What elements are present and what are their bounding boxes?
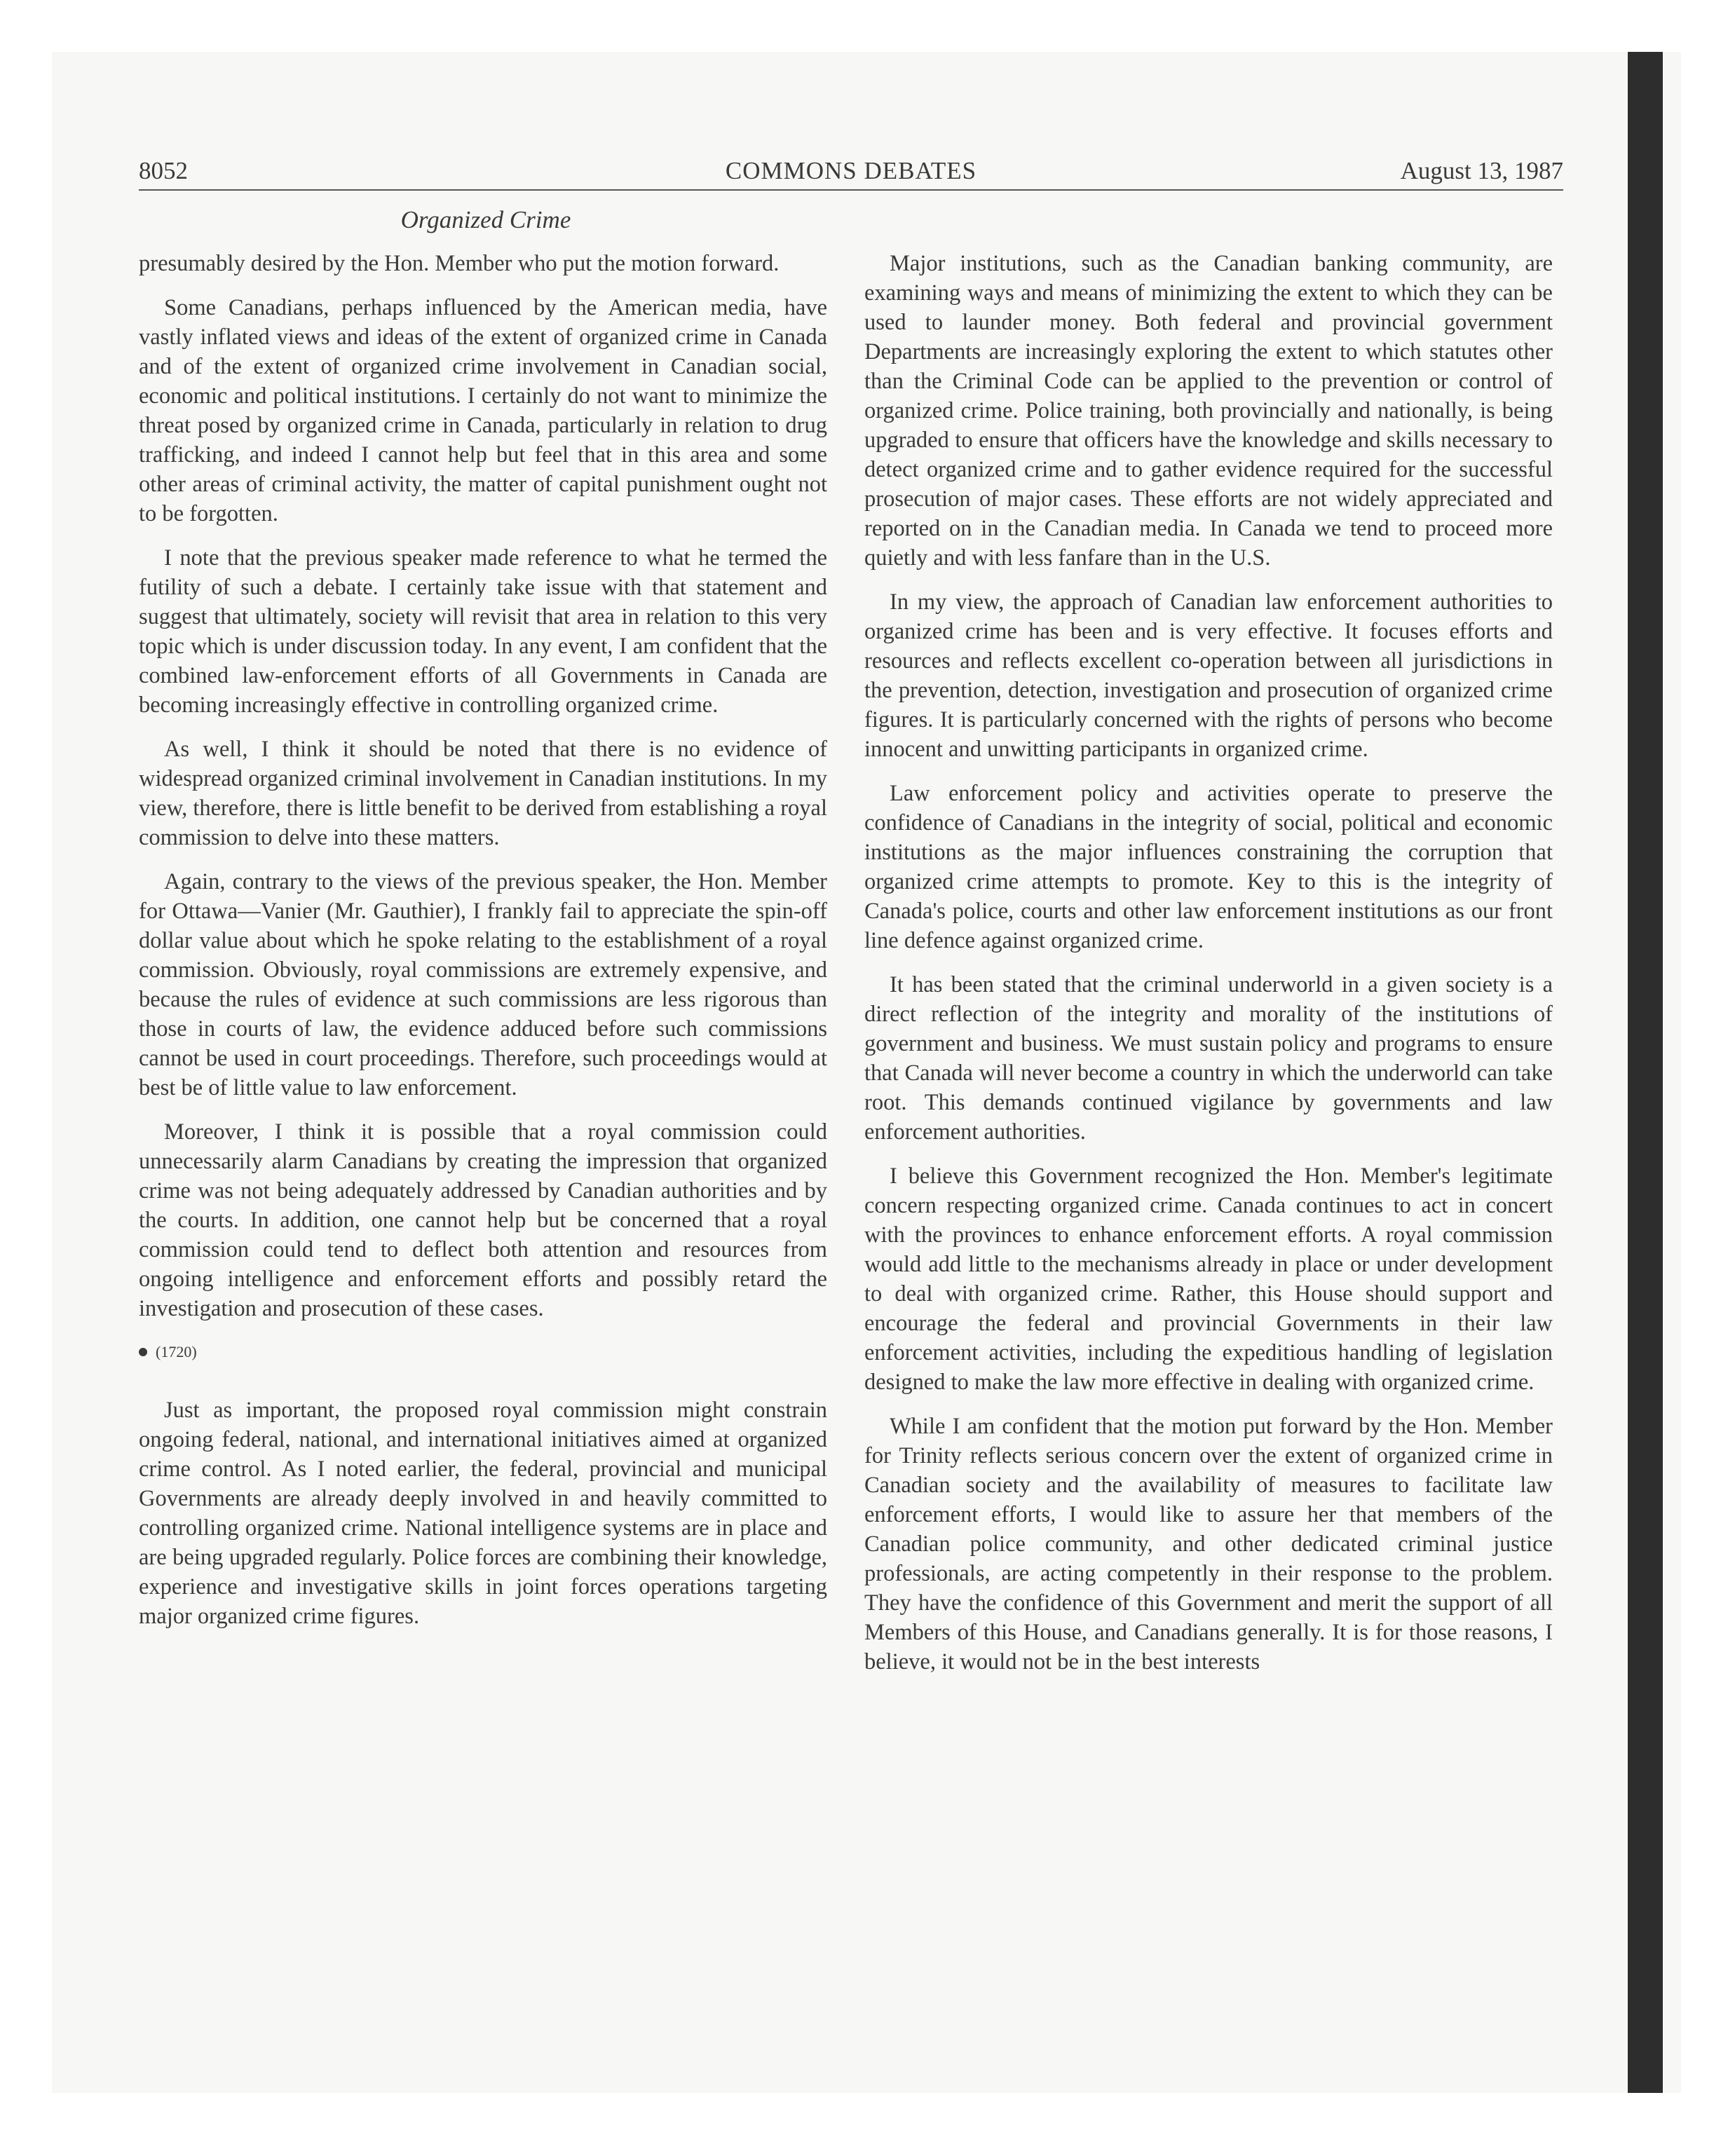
time-marker-text: (1720)	[156, 1343, 197, 1360]
issue-date: August 13, 1987	[1400, 157, 1563, 184]
scan-dark-edge	[1628, 52, 1663, 2093]
right-paragraph-1: Major institutions, such as the Canadian banking community, are examining ways and means of minimizing the extent to which they can be used to launder money. Both federal and provincial government Departments are increasingly exploring the extent to which statutes other than the Criminal Code can be applied to the prevention or control of organized crime. Police training, both provincially and nationally, is being upgraded to ensure that officers have the knowledge and skills necessary to detect organized crime and to gather evidence required for the successful prosecution of major cases. These efforts are not widely appreciated and reported on in the Canadian media. In Canada we tend to proceed more quietly and with less fanfare than in the U.S.	[864, 251, 1553, 571]
left-paragraph-7: Just as important, the proposed royal commission might constrain ongoing federal, national, and international initiatives aimed at organized crime control. As I noted earlier, the federal, provincial and municipal Governments are already deeply involved in and heavily committed to controlling organized crime. National intelligence systems are in place and are being upgraded regularly. Police forces are combining their knowledge, experience and investigative skills in joint forces operations targeting major organized crime figures.	[139, 1398, 827, 1629]
right-paragraph-4: It has been stated that the criminal underworld in a given society is a direct reflection of the integrity and morality of the institutions of government and business. We must sustain policy and programs to ensure that Canada will never become a country in which the underworld can take root. This demands continued vigilance by governments and law enforcement authorities.	[864, 972, 1553, 1145]
left-paragraph-4: As well, I think it should be noted that there is no evidence of widespread organized criminal involvement in Canadian institutions. In my view, therefore, there is little benefit to be derived from establishing a royal commission to delve into these matters.	[139, 737, 827, 850]
right-paragraph-2: In my view, the approach of Canadian law enforcement authorities to organized crime has been and is very effective. It focuses efforts and resources and reflects excellent co-operation between all jurisdictions in the prevention, detection, investigation and prosecution of organized crime figures. It is particularly concerned with the rights of persons who become innocent and unwitting participants in organized crime.	[864, 589, 1553, 762]
right-paragraph-6: While I am confident that the motion put forward by the Hon. Member for Trinity reflects serious concern over the extent of organized crime in Canadian society and the availability of measures to facilitate law enforcement efforts, I would like to assure her that members of the Canadian police community, and other dedicated criminal justice professionals, are acting competently in their response to the problem. They have the confidence of this Government and merit the support of all Members of this House, and Canadians generally. It is for those reasons, I believe, it would not be in the best interests	[864, 1414, 1553, 1674]
left-paragraph-2: Some Canadians, perhaps influenced by the American media, have vastly inflated views and ideas of the extent of organized crime in Canada and of the extent of organized crime involvement in Canadian social, economic and political institutions. I certainly do not want to minimize the threat posed by organized crime in Canada, particularly in relation to drug trafficking, and indeed I cannot help but feel that in this area and some other areas of criminal activity, the matter of capital punishment ought not to be forgotten.	[139, 295, 827, 526]
right-paragraph-5: I believe this Government recognized the Hon. Member's legitimate concern respecting organized crime. Canada continues to act in concert with the provinces to enhance enforcement efforts. A royal commission would add little to the mechanisms already in place or under development to deal with organized crime. Rather, this House should support and encourage the federal and provincial Governments in their law enforcement activities, including the expeditious handling of legislation designed to make the law more effective in dealing with organized crime.	[864, 1164, 1553, 1395]
time-marker	[139, 1338, 827, 1366]
bullet-icon	[139, 1348, 147, 1356]
left-paragraph-1: presumably desired by the Hon. Member who put the motion forward.	[139, 251, 780, 276]
running-header	[139, 153, 1563, 191]
right-column	[864, 249, 1553, 1691]
left-column	[139, 249, 827, 1646]
publication-title: COMMONS DEBATES	[725, 157, 977, 184]
left-paragraph-5: Again, contrary to the views of the previous speaker, the Hon. Member for Ottawa—Vanier (Mr. Gauthier), I frankly fail to appreciate the spin-off dollar value about which he spoke relating to the establishment of a royal commission. Obviously, royal commissions are extremely expensive, and because the rules of evidence at such commissions are less rigorous than those in courts of law, the evidence adduced before such commissions cannot be used in court proceedings. Therefore, such proceedings would at best be of little value to law enforcement.	[139, 869, 827, 1100]
right-paragraph-3: Law enforcement policy and activities operate to preserve the confidence of Canadians in the integrity of social, political and economic institutions as the major influences constraining the corruption that organized crime attempts to promote. Key to this is the integrity of Canada's police, courts and other law enforcement institutions as our front line defence against organized crime.	[864, 781, 1553, 953]
left-paragraph-3: I note that the previous speaker made reference to what he termed the futility of such a debate. I certainly take issue with that statement and suggest that ultimately, society will revisit that area in relation to this very topic which is under discussion today. In any event, I am confident that the combined law-enforcement efforts of all Governments in Canada are becoming increasingly effective in controlling organized crime.	[139, 545, 827, 718]
page-number: 8052	[139, 157, 188, 184]
section-title: Organized Crime	[400, 206, 571, 233]
left-paragraph-6: Moreover, I think it is possible that a royal commission could unnecessarily alarm Canadians by creating the impression that organized crime was not being adequately addressed by Canadian authorities and by the courts. In addition, one cannot help but be concerned that a royal commission could tend to deflect both attention and resources from ongoing intelligence and enforcement efforts and possibly retard the investigation and prosecution of these cases.	[139, 1119, 827, 1321]
